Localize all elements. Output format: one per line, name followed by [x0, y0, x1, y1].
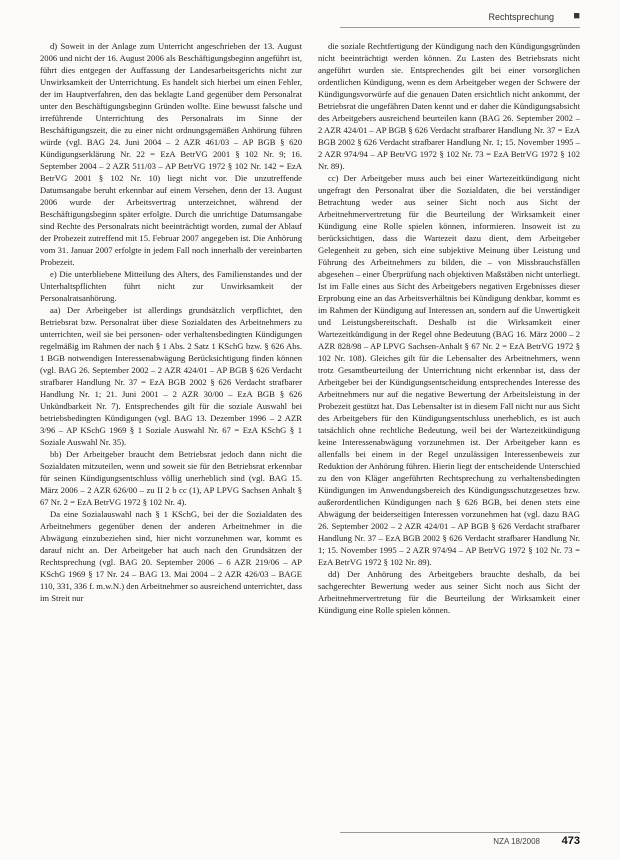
paragraph: d) Soweit in der Anlage zum Unterricht angeschrieben der 13. August 2006 und nicht der 16. August 2006 als Beschäftigungsbeginn angeführt ist, führt dies entgegen der Auffassung der Landesarbeitsgerichts nicht zur Unwirksamkeit der Unterrichtung. Es handelt sich hierbei um einen Fehler, der im Hauptverfahren, den das beklagte Land gegenüber dem Personalrat unter den Beschäftigungsbeginn Gründen wollte. Eine bewusst falsche und irreführende Unterrichtung des Personalrats im Sinne der Beschäftigungszeit, die zu einer nicht ordnungsgemäßen Anhörung führen würde (vgl. BAG 24. Juni 2004 – 2 AZR 461/03 – AP BGB § 620 Kündigungserklärung Nr. 22 = EzA BetrVG 2001 § 102 Nr. 9; 16. September 2004 – 2 AZR 511/03 – AP BetrVG 1972 § 102 Nr. 142 = EzA BetrVG 2001 § 102 Nr. 10) liegt nicht vor. Die unzutreffende Datumsangabe beruht erkennbar auf einem Versehen, denn der 13. August 2006 wurde der Arbeitsvertrag unterzeichnet, während der Beschäftigungsbeginn später erfolgte. Durch die unrichtige Datumsangabe sind Rechte des Personalrats nicht beeinträchtigt worden, zumal der Ablauf der Probezeit zutreffend mit 15. Februar 2007 angegeben ist. Die Anhörung vom 31. Januar 2007 erfolgte in jedem Fall noch innerhalb der vereinbarten Probezeit.	[40, 41, 302, 267]
section-marker: ■	[573, 10, 580, 22]
paragraph: aa) Der Arbeitgeber ist allerdings grundsätzlich verpflichtet, den Betriebsrat bzw. Personalrat über diese Sozialdaten des Arbeitnehmers zu unterrichten, weil sie bei personen- oder verhaltensbedingten Kündigungen regelmäßig im Rahmen der nach § 1 Abs. 2 Satz 1 KSchG bzw. § 626 Abs. 1 BGB notwendigen Interessenabwägung Berücksichtigung finden können (vgl. BAG 26. September 2002 – 2 AZR 424/01 – AP BGB § 626 Verdacht strafbarer Handlung Nr. 37 = EzA BGB 2002 § 626 Verdacht strafbarer Handlung Nr. 1; 21. Juni 2001 – 2 AZR 30/00 – EzA BGB § 626 Unkündbarkeit Nr. 7). Entsprechendes gilt für die soziale Auswahl bei betriebsbedingten Kündigungen (vgl. BAG 13. Dezember 1996 – 2 AZR 3/96 – AP KSchG 1969 § 1 Soziale Auswahl Nr. 67 = EzA KSchG § 1 Soziale Auswahl Nr. 35).	[40, 305, 302, 447]
footer-rule	[340, 832, 580, 833]
paragraph: cc) Der Arbeitgeber muss auch bei einer Wartezeitkündigung nicht ungefragt den Personalrat über die Sozialdaten, die bei verständiger Betrachtung weder aus seiner Sicht noch aus Sicht der Arbeitnehmervertretung für die Beurteilung der Wirksamkeit einer Kündigung eine Rolle spielen können, informieren. Insoweit ist zu berücksichtigen, dass die Wartezeit dazu dient, dem Arbeitgeber Gelegenheit zu geben, sich eine subjektive Meinung über Leistung und Führung des Arbeitnehmers zu bilden, die – von Missbrauchsfällen abgesehen – einer Überprüfung nach objektiven Maßstäben nicht unterliegt. Ist im Falle eines aus Sicht des Arbeitgebers negativen Ergebnisses dieser Erprobung eine an das Arbeitsverhältnis bei Kündigung denkbar, kommt es im Rahmen der Kündigung auf Interessen an, sondern auf die Unwertigkeit und Leistungsbereitschaft. Deshalb ist die Wirksamkeit einer Wartezeitkündigung in der Regel ohne Bedeutung (BAG 16. März 2000 – 2 AZR 828/98 – AP LPVG Sachsen-Anhalt § 67 Nr. 2 = EzA BetrVG 1972 § 102 Nr. 108). Gleiches gilt für die Lebensalter des Arbeitnehmers, wenn trotz Gesamtbeurteilung der Unterrichtung nicht erkennbar ist, dass der Arbeitgeber bei der Kündigungsentscheidung entsprechendes Interesse des Arbeitnehmers nur auf die negative Bewertung der Arbeitsleistung in der Probezeit gestützt hat. Das Lebensalter ist in diesem Fall nicht nur aus Sicht des Arbeitgebers für den Kündigungsentschluss unerheblich, es ist auch tatsächlich ohne rechtliche Bedeutung, weil bei der Wartezeitkündigung keine Interessenabwägung vorzunehmen ist. Der Arbeitgeber kann es allenfalls bei einem in der Regel unzulässigen Interessenbeweis zur Reduktion der Anhörung führen. Hierin liegt der entscheidende Unterschied zu den von Kläger angeführten Rechtsprechung zu verhaltensbedingten Kündigungen im Anwendungsbereich des Kündigungsschutzgesetzes bzw. außerordentlichen Kündigungen nach § 626 BGB, bei denen stets eine Abwägung der beiderseitigen Interessen vorzunehmen hat (vgl. dazu BAG 26. September 2002 – 2 AZR 424/01 – AP BGB § 626 Verdacht strafbarer Handlung Nr. 37 – EzA BGB 2002 § 626 Verdacht strafbarer Handlung Nr. 1; 15. November 1995 – 2 AZR 974/94 – AP BetrVG 1972 § 102 Nr. 73 = EzA BetrVG 1972 § 102 Nr. 89).	[318, 173, 580, 567]
page-number: 473	[561, 835, 580, 847]
paragraph: Da eine Sozialauswahl nach § 1 KSchG, bei der die Sozialdaten des Arbeitnehmers gegenüber denen der anderen Arbeitnehmer in die Abwägung einzubeziehen sind, hier nicht vorzunehmen war, kommt es darauf nicht an. Der Arbeitgeber hat auch nach den Grundsätzen der Rechtsprechung (vgl. BAG 20. September 2006 – 6 AZR 219/06 – AP KSchG 1969 § 17 Nr. 24 – BAG 13. Mai 2004 – 2 AZR 426/03 – BAGE 110, 331, 336 f. m.w.N.) den Arbeitnehmer so ausreichend unterrichtet, dass im Streit nur	[40, 509, 302, 603]
left-column	[40, 40, 302, 830]
section-title: Rechtsprechung	[488, 12, 554, 22]
running-header	[40, 10, 580, 32]
paragraph: e) Die unterbliebene Mitteilung des Alters, des Familienstandes und der Unterhaltspflichten führt nicht zur Unwirksamkeit der Personalratsanhörung.	[40, 269, 302, 303]
paragraph: die soziale Rechtfertigung der Kündigung nach den Kündigungsgründen nicht beeinträchtigt werden können. Zu Lasten des Betriebsrats nicht angeführt wurden sie. Entsprechendes gilt bei einer vorsorglichen ordentlichen Kündigung, wenn es dem Arbeitgeber wegen der Schwere der Kündigungsvorwürfe auf die genauen Daten ersichtlich nicht ankommt, der Betriebsrat die ungefähren Daten kennt und er daher die Kündigungsabsicht des Arbeitgebers ausreichend beurteilen kann (BAG 26. September 2002 – 2 AZR 424/01 – AP BGB § 626 Verdacht strafbarer Handlung Nr. 37 = EzA BGB 2002 § 626 Verdacht strafbarer Handlung Nr. 1; 15. November 1995 – 2 AZR 974/94 – AP BetrVG 1972 § 102 Nr. 73 = EzA BetrVG 1972 § 102 Nr. 89).	[318, 41, 580, 171]
paragraph: bb) Der Arbeitgeber braucht dem Betriebsrat jedoch dann nicht die Sozialdaten mitzuteilen, wenn und soweit sie für den Betriebsrat erkennbar für seinen Kündigungsentschluss völlig unerheblich sind (vgl. BAG 15. März 2006 – 2 AZR 626/00 – zu II 2 b cc (1), AP LPVG Sachsen Anhalt § 67 Nr. 2 = EzA BetrVG 1972 § 102 Nr. 4).	[40, 449, 302, 507]
running-footer	[40, 832, 580, 850]
journal-reference: NZA 18/2008	[493, 837, 540, 846]
paragraph: dd) Der Anhörung des Arbeitgebers brauchte deshalb, da bei sachgerechter Bewertung weder aus seiner Sicht noch aus Sicht der Arbeitnehmervertretung für die Beurteilung der Wirksamkeit einer Kündigung eine Rolle spielen können.	[318, 569, 580, 615]
header-rule	[340, 27, 580, 28]
right-column	[318, 40, 580, 830]
